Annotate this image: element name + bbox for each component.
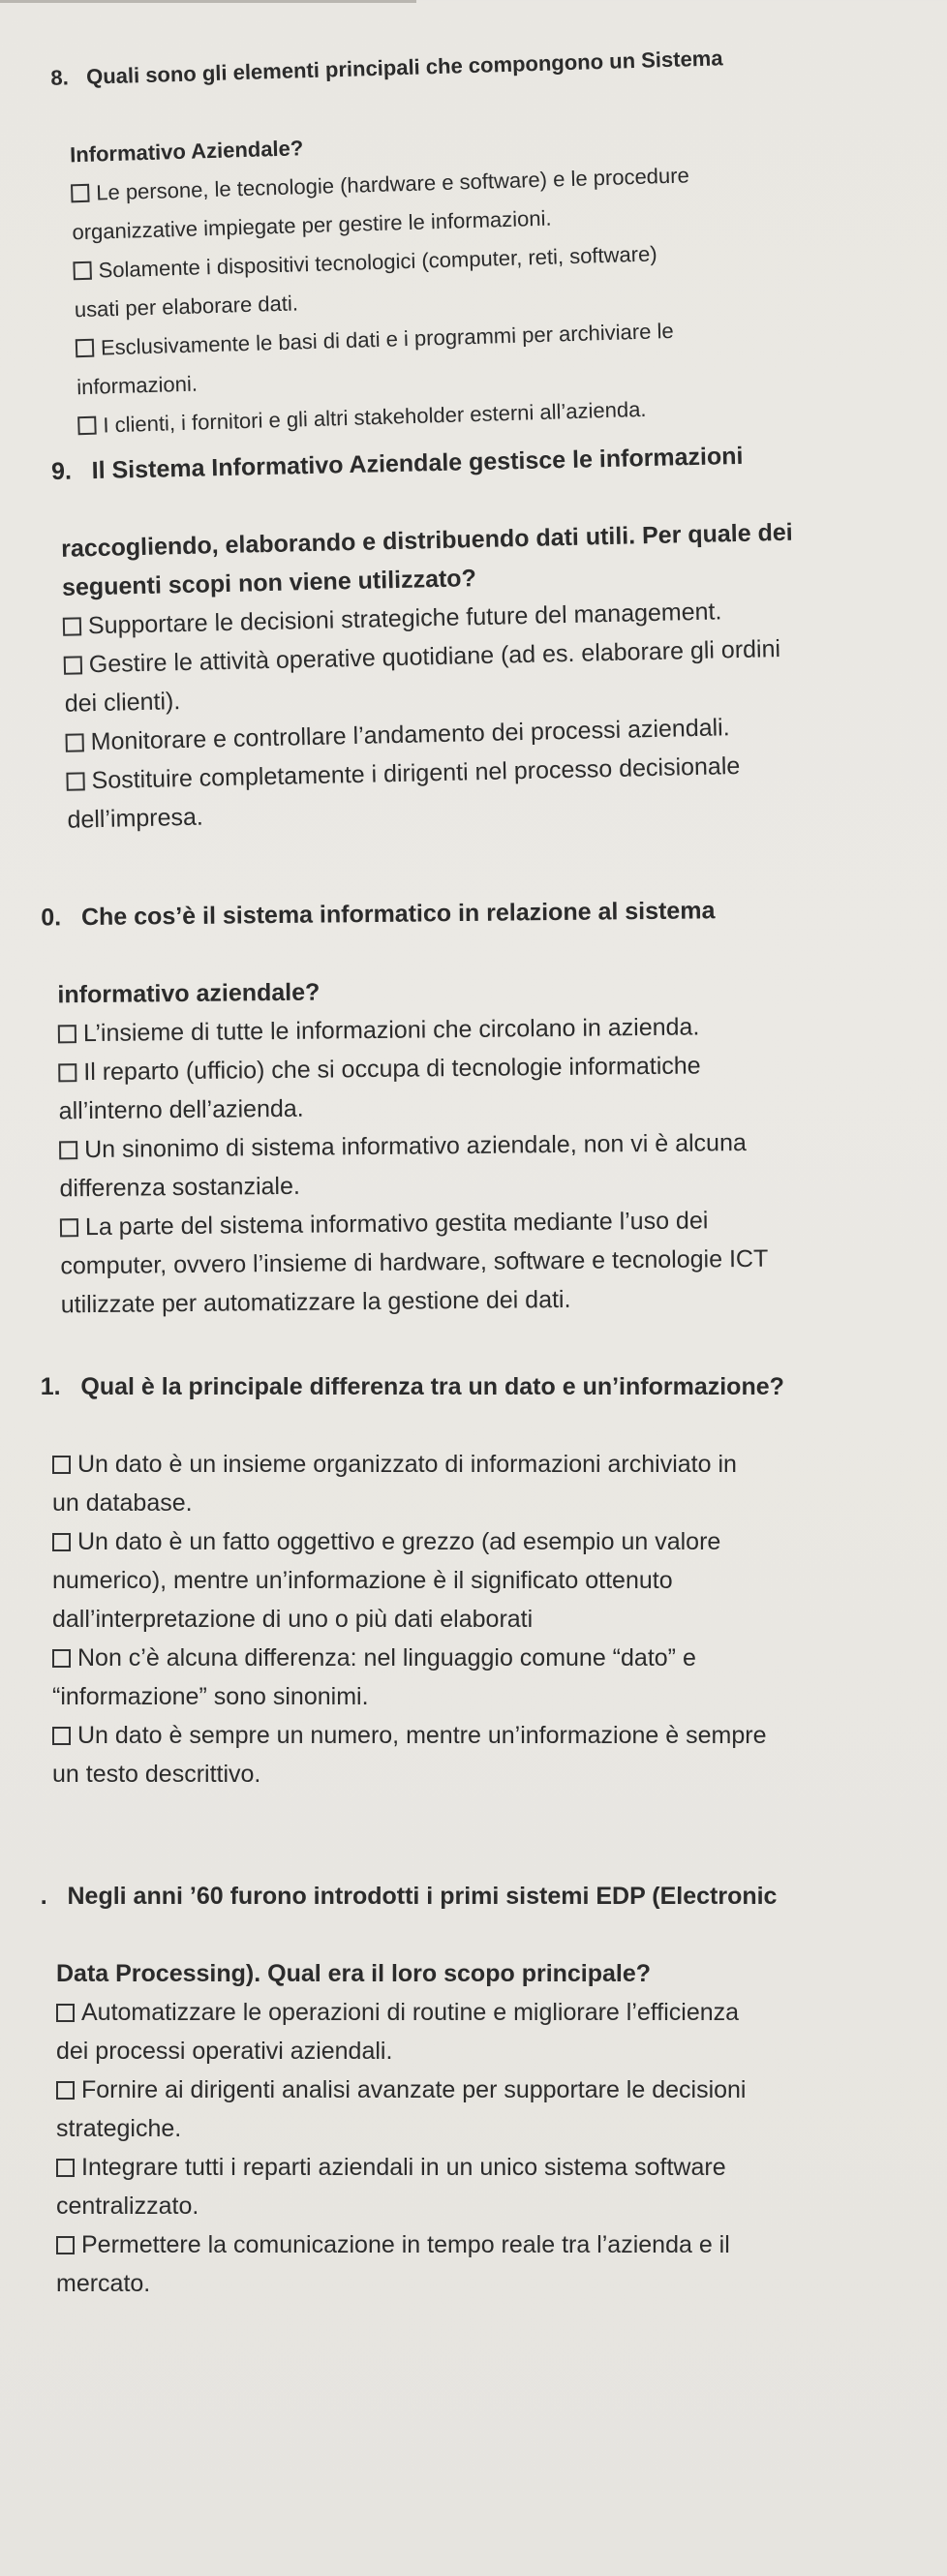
option-c-cont: informazioni.	[76, 371, 199, 400]
checkbox[interactable]	[66, 772, 84, 790]
option-b-cont: all’interno dell’azienda.	[58, 1094, 304, 1125]
question-title-cont: raccogliendo, elaborando e distribuendo dati utili. Per quale dei	[60, 518, 793, 563]
question-number: .	[40, 1883, 47, 1910]
option-b-cont: usati per elaborare dati.	[74, 291, 299, 322]
checkbox[interactable]	[73, 261, 92, 281]
option-b[interactable]: Il reparto (ufficio) che si occupa di tecnologie informatiche	[2, 1044, 932, 1092]
option-c[interactable]: Un sinonimo di sistema informativo aziendale, non vi è alcuna	[3, 1121, 932, 1170]
option-c[interactable]: Esclusivamente le basi di dati e i programmi per archiviare le	[22, 303, 947, 369]
question-title-cont: Data Processing). Qual era il loro scopo principale?	[56, 1960, 652, 1987]
question-12	[0, 1838, 930, 2303]
option-d-cont: computer, ovvero l’insieme di hardware, software e tecnologie ICT	[60, 1244, 769, 1280]
option-d-cont: utilizzate per automatizzare la gestione dei dati.	[60, 1285, 571, 1319]
option-d[interactable]: La parte del sistema informativo gestita mediante l’uso dei	[4, 1199, 933, 1247]
option-a-cont: un database.	[52, 1489, 193, 1517]
option-d-cont: un testo descrittivo.	[52, 1761, 261, 1788]
question-number: 8.	[50, 65, 70, 90]
checkbox[interactable]	[52, 1533, 71, 1551]
option-c-cont: differenza sostanziale.	[59, 1172, 301, 1203]
option-c[interactable]: Non c’è alcuna differenza: nel linguaggio comune “dato” e	[0, 1639, 930, 1677]
option-b[interactable]: Fornire ai dirigenti analisi avanzate per supportare le decisioni	[0, 2070, 930, 2109]
option-d-cont: mercato.	[56, 2270, 151, 2297]
checkbox[interactable]	[56, 2159, 75, 2177]
option-b-cont: dall’interpretazione di uno o più dati elaborati	[52, 1606, 534, 1633]
option-a[interactable]: L’insieme di tutte le informazioni che circolano in azienda.	[2, 1005, 932, 1054]
question-title-cont: seguenti scopi non viene utilizzato?	[61, 565, 477, 601]
checkbox[interactable]	[56, 2236, 75, 2254]
question-title: 0. Che cos’è il sistema informatico in relazione al sistema	[0, 850, 931, 976]
checkbox[interactable]	[59, 1141, 77, 1159]
option-d-cont: dell’impresa.	[67, 803, 204, 834]
checkbox[interactable]	[65, 733, 83, 751]
question-title: 1. Qual è la principale differenza tra un dato e un’informazione?	[0, 1329, 930, 1445]
checkbox[interactable]	[52, 1456, 71, 1474]
question-title: 9. Il Sistema Informativo Aziendale gestisce le informazioni	[10, 393, 941, 531]
option-c-cont: “informazione” sono sinonimi.	[52, 1683, 369, 1710]
checkbox[interactable]	[71, 184, 90, 203]
option-c[interactable]: Integrare tutti i reparti aziendali in un unico sistema software	[0, 2148, 930, 2187]
option-c-cont: centralizzato.	[56, 2193, 199, 2220]
option-c[interactable]: Monitorare e controllare l’andamento dei processi aziendali.	[16, 703, 947, 763]
checkbox[interactable]	[52, 1649, 71, 1668]
checkbox[interactable]	[63, 617, 81, 635]
option-a[interactable]: Automatizzare le operazioni di routine e migliorare l’efficienza	[0, 1993, 930, 2032]
option-a-cont: dei processi operativi aziendali.	[56, 2038, 393, 2065]
question-9	[10, 393, 947, 841]
question-number: 9.	[50, 457, 73, 486]
option-b[interactable]: Un dato è un fatto oggettivo e grezzo (ad esempio un valore	[0, 1522, 930, 1561]
option-d[interactable]: Un dato è sempre un numero, mentre un’informazione è sempre	[0, 1716, 930, 1755]
question-number: 0.	[41, 904, 62, 932]
option-b-cont: numerico), mentre un’informazione è il significato ottenuto	[52, 1567, 673, 1594]
option-a[interactable]: Un dato è un insieme organizzato di informazioni archiviato in	[0, 1445, 930, 1484]
question-number: 1.	[40, 1373, 61, 1400]
option-b[interactable]: Gestire le attività operative quotidiane (ad es. elaborare gli ordini	[15, 626, 945, 686]
question-10	[0, 850, 934, 1325]
checkbox[interactable]	[58, 1025, 76, 1043]
question-8	[14, 0, 947, 447]
question-title: . Negli anni ’60 furono introdotti i primi sistemi EDP (Electronic	[0, 1838, 930, 1954]
option-b-cont: dei clienti).	[64, 688, 181, 718]
checkbox[interactable]	[58, 1063, 76, 1082]
question-11	[0, 1329, 930, 1794]
option-d[interactable]: Permettere la comunicazione in tempo reale tra l’azienda e il	[0, 2225, 930, 2264]
option-a-cont: organizzative impiegate per gestire le informazioni.	[72, 205, 552, 245]
checkbox[interactable]	[64, 656, 82, 674]
checkbox[interactable]	[52, 1727, 71, 1745]
checkbox[interactable]	[60, 1218, 78, 1237]
option-d[interactable]: Sostituire completamente i dirigenti nel processo decisionale	[17, 742, 947, 802]
question-title-cont: informativo aziendale?	[57, 978, 321, 1009]
checkbox[interactable]	[56, 2081, 75, 2100]
option-d[interactable]: I clienti, i fornitori e gli altri stakeholder esterni all’azienda.	[25, 381, 947, 446]
question-title-cont: Informativo Aziendale?	[69, 136, 304, 168]
checkbox[interactable]	[76, 339, 95, 358]
option-a[interactable]: Le persone, le tecnologie (hardware e software) e le procedure	[18, 148, 947, 214]
question-title: 8. Quali sono gli elementi principali che compongono un Sistema	[14, 0, 946, 138]
option-b[interactable]: Solamente i dispositivi tecnologici (computer, reti, software)	[20, 226, 947, 291]
option-a[interactable]: Supportare le decisioni strategiche future del management.	[15, 587, 945, 647]
checkbox[interactable]	[56, 2004, 75, 2022]
option-b-cont: strategiche.	[56, 2115, 182, 2142]
